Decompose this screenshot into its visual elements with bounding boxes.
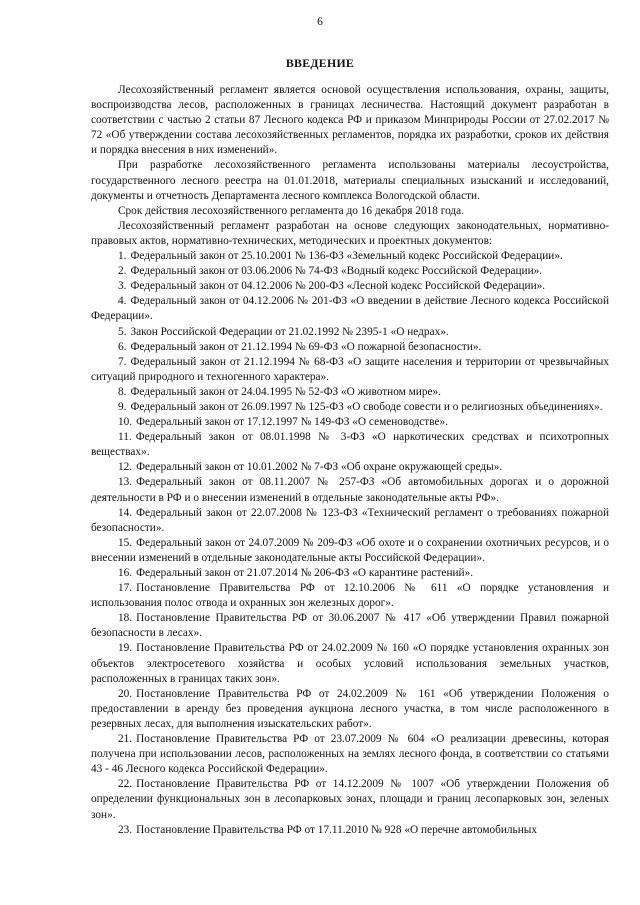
list-item-text: Постановление Правительства РФ от 30.06.2007 № 417 «Об утверждении Правил пожарной безопасности в лесах». <box>91 612 609 640</box>
list-item-text: Постановление Правительства РФ от 12.10.2006 № 611 «О порядке установления и использования полос отвода и охранных зон железных дорог». <box>91 582 609 610</box>
list-item-number: 10. <box>118 416 133 429</box>
list-item-text: Федеральный закон от 04.12.2006 № 201-ФЗ «О введении в действие Лесного кодекса Российской Федерации». <box>91 295 609 323</box>
list-item-text: Федеральный закон от 03.06.2006 № 74-ФЗ «Водный кодекс Российской Федерации». <box>130 265 543 278</box>
list-item <box>91 611 609 641</box>
list-item <box>91 249 609 264</box>
list-item-text: Постановление Правительства РФ от 23.07.2009 № 604 «О реализации древесины, которая получена при использовании лесов, расположенных на землях лесного фонда, в соответствии со статьями 43 - 46 Лесного кодекса Российской Федерации». <box>91 733 609 776</box>
list-item <box>91 641 609 686</box>
list-item <box>91 581 609 611</box>
list-item <box>91 460 609 475</box>
list-item-text: Федеральный закон от 08.11.2007 № 257-ФЗ «Об автомобильных дорогах и о дорожной деятельности в РФ и о внесении изменений в отдельные законодательные акты РФ». <box>91 476 609 504</box>
document-body <box>91 83 609 838</box>
list-item-text: Федеральный закон от 04.12.2006 № 200-ФЗ «Лесной кодекс Российской Федерации». <box>130 280 546 293</box>
list-item-number: 23. <box>118 823 133 836</box>
list-item <box>91 506 609 536</box>
list-item <box>91 430 609 460</box>
list-item <box>91 340 609 355</box>
list-item-text: Федеральный закон от 24.07.2009 № 209-ФЗ «Об охоте и о сохранении охотничьих ресурсов, и о внесении изменений в отдельные законодательные акты Российской Федерации». <box>91 536 609 564</box>
section-title: ВВЕДЕНИЕ <box>285 56 355 70</box>
list-item-number: 7. <box>118 355 127 368</box>
list-item <box>91 415 609 430</box>
list-item-number: 12. <box>118 461 133 474</box>
list-item-text: Федеральный закон от 10.01.2002 № 7-ФЗ «Об охране окружающей среды». <box>136 461 503 474</box>
list-item <box>91 823 609 838</box>
intro-paragraph: Лесохозяйственный регламент разработан на основе следующих законодательных, нормативно-правовых актов, нормативно-технических, методических и проектных документов: <box>91 219 609 247</box>
list-item-text: Постановление Правительства РФ от 17.11.2010 № 928 «О перечне автомобильных <box>136 823 537 836</box>
list-item-number: 13. <box>118 476 133 489</box>
list-item <box>91 475 609 505</box>
list-item-text: Постановление Правительства РФ от 24.02.2009 № 161 «Об утверждении Положения о предоставлении в аренду без проведения аукциона лесного участка, в том числе расположенного в резервных лесах, для выполнения изыскательских работ». <box>91 687 609 730</box>
list-item <box>91 687 609 732</box>
list-item <box>91 536 609 566</box>
list-item-text: Федеральный закон от 22.07.2008 № 123-ФЗ «Технический регламент о требованиях пожарной безопасности». <box>91 506 609 534</box>
list-item-number: 2. <box>118 265 127 278</box>
intro-paragraph: Лесохозяйственный регламент является основой осуществления использования, охраны, защиты, воспроизводства лесов, расположенных в границах лесничества. Настоящий документ разработан в соответствии с частью 2 статьи 87 Лесного кодекса РФ и приказом Минприроды России от 27.02.2017 № 72 «Об утверждении состава лесохозяйственных регламентов, порядка их разработки, сроков их действия и порядка внесения в них изменений». <box>91 84 609 157</box>
legal-documents-list <box>91 249 609 838</box>
list-item-text: Федеральный закон от 26.09.1997 № 125-ФЗ «О свободе совести и о религиозных объединениях». <box>130 400 603 413</box>
list-item <box>91 264 609 279</box>
list-item-number: 19. <box>118 642 133 655</box>
intro-paragraph: Срок действия лесохозяйственного регламента до 16 декабря 2018 года. <box>118 204 465 217</box>
list-item-number: 16. <box>118 567 133 579</box>
list-item-text: Постановление Правительства РФ от 14.12.2009 № 1007 «Об утверждении Положения об определении функциональных зон в лесопарковых зонах, площади и границ лесопарковых зон, зеленых зон». <box>91 778 609 821</box>
list-item-text: Федеральный закон от 24.04.1995 № 52-ФЗ «О животном мире». <box>130 385 441 398</box>
list-item <box>91 566 609 581</box>
list-item <box>91 385 609 400</box>
list-item <box>91 279 609 294</box>
list-item-number: 1. <box>118 250 127 263</box>
list-item-text: Федеральный закон от 25.10.2001 № 136-ФЗ «Земельный кодекс Российской Федерации». <box>130 250 563 263</box>
list-item <box>91 294 609 324</box>
list-item <box>91 325 609 340</box>
list-item <box>91 732 609 777</box>
list-item-text: Федеральный закон от 21.07.2014 № 206-ФЗ «О карантине растений». <box>136 567 474 579</box>
list-item <box>91 355 609 385</box>
list-item-number: 4. <box>118 295 127 308</box>
list-item-text: Закон Российской Федерации от 21.02.1992 № 2395-1 «О недрах». <box>130 325 449 338</box>
list-item-text: Федеральный закон от 21.12.1994 № 68-ФЗ «О защите населения и территории от чрезвычайных ситуаций природного и техногенного характера». <box>91 355 609 383</box>
intro-paragraph: При разработке лесохозяйственного регламента использованы материалы лесоустройства, государственного лесного реестра на 01.01.2018, материалы специальных изысканий и исследований, документы и отчетность Департамента лесного комплекса Вологодской области. <box>91 159 609 202</box>
list-item <box>91 777 609 822</box>
list-item-number: 5. <box>118 325 127 338</box>
list-item-number: 11. <box>118 431 132 444</box>
list-item-number: 14. <box>118 506 133 519</box>
list-item-text: Федеральный закон от 17.12.1997 № 149-ФЗ «О семеноводстве». <box>136 416 448 429</box>
list-item-number: 3. <box>118 280 127 293</box>
list-item-number: 15. <box>118 536 133 549</box>
list-item-number: 6. <box>118 340 127 353</box>
list-item-number: 18. <box>118 612 133 625</box>
list-item-text: Постановление Правительства РФ от 24.02.2009 № 160 «О порядке установления охранных зон объектов электросетевого хозяйства и особых условий использования земельных участков, расположенных в границах таких зон». <box>91 642 609 685</box>
list-item-number: 21. <box>118 733 133 746</box>
page-number: 6 <box>317 16 323 28</box>
list-item <box>91 400 609 415</box>
list-item-text: Федеральный закон от 08.01.1998 № 3-ФЗ «О наркотических средствах и психотропных веществах». <box>91 431 609 459</box>
list-item-number: 17. <box>118 582 133 595</box>
list-item-number: 22. <box>118 778 133 791</box>
list-item-number: 8. <box>118 385 127 398</box>
list-item-number: 20. <box>118 687 133 700</box>
list-item-number: 9. <box>118 400 127 413</box>
list-item-text: Федеральный закон от 21.12.1994 № 69-ФЗ «О пожарной безопасности». <box>130 340 482 353</box>
